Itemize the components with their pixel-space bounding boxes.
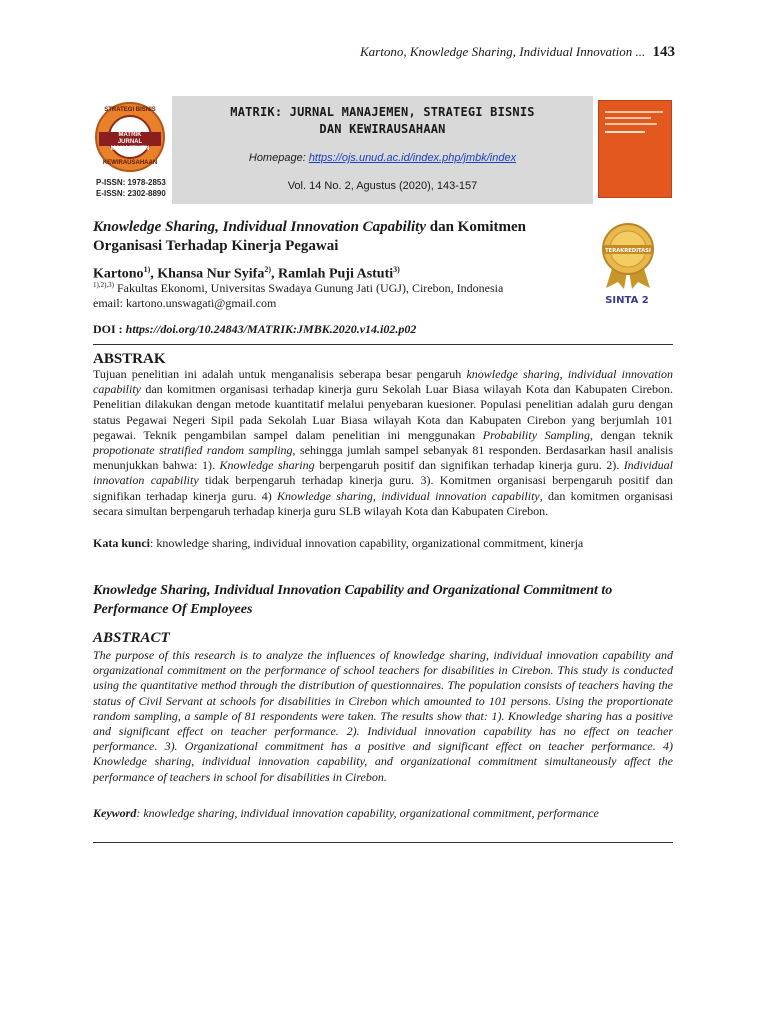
journal-banner bbox=[86, 96, 593, 204]
logo-arc-top: STRATEGI BISNIS bbox=[104, 107, 156, 113]
journal-title-line1: MATRIK: JURNAL MANAJEMEN, STRATEGI BISNIS bbox=[230, 105, 535, 119]
homepage-link[interactable]: https://ojs.unud.ac.id/index.php/jmbk/index bbox=[308, 152, 517, 164]
running-head-text: Kartono, Knowledge Sharing, Individual Innovation ... bbox=[359, 44, 646, 59]
doi-link[interactable]: https://doi.org/10.24843/MATRIK:JMBK.2020.v14.i02.p02 bbox=[125, 322, 417, 336]
author-email: email: kartono.unswagati@gmail.com bbox=[93, 296, 277, 310]
author-name: Khansa Nur Syifa bbox=[157, 266, 265, 282]
journal-volume: Vol. 14 No. 2, Agustus (2020), 143-157 bbox=[287, 180, 478, 192]
keyword-list: : knowledge sharing, individual innovation capability, organizational commitment, performance bbox=[136, 806, 599, 820]
logo-arc-bottom: KEWIRAUSAHAAN bbox=[102, 160, 158, 166]
keyword-label: Kata kunci bbox=[93, 536, 151, 550]
journal-logo bbox=[95, 102, 165, 172]
author-name: Kartono bbox=[93, 266, 144, 282]
journal-homepage bbox=[172, 152, 593, 164]
abstract-heading: ABSTRACT bbox=[93, 630, 170, 646]
journal-cover-image bbox=[598, 100, 672, 198]
article-title-rest: dan Komitmen Organisasi Terhadap Kinerja Pegawai bbox=[93, 219, 527, 254]
p-issn: P-ISSN: 1978-2853 bbox=[96, 178, 166, 187]
author-sup: 2) bbox=[264, 265, 272, 274]
doi-label: DOI : bbox=[93, 322, 126, 336]
logo-band-line2: JURNAL MANAJEMEN bbox=[110, 139, 150, 152]
running-head bbox=[360, 44, 675, 61]
authors: Kartono$^{1)}$, Khansa Nur Syifa$^{2)}$, Ramlah Puji Astuti$^{3)}$ bbox=[93, 265, 400, 282]
sinta-label: SINTA 2 bbox=[605, 295, 649, 306]
author-name: Ramlah Puji Astuti bbox=[278, 266, 394, 282]
abstrak-body: Tujuan penelitian ini adalah untuk menganalisis seberapa besar pengaruh knowledge sharing, individual innovation capability dan komitmen organisasi terhadap kinerja guru Sekolah Luar Biasa wilayah Kota dan Kabupaten Cirebon. Penelitian dilakukan dengan metode kuantitatif melalui penyebaran kuesioner. Populasi penelitian adalah guru dengan status Pegawai Negeri Sipil pada Sekolah Luar Biasa wilayah Kota dan Kabupaten Cirebon yang berjumlah 101 pegawai. Teknik pengambilan sampel dalam penelitian ini menggunakan Probability Sampling, dengan teknik propotionate stratified random sampling, sehingga jumlah sampel sebanyak 81 responden. Berdasarkan hasil analisis menunjukkan bahwa: 1). Knowledge sharing berpengaruh positif dan signifikan terhadap kinerja guru. 2). Individual innovation capability tidak berpengaruh terhadap kinerja guru. 3). Komitmen organisasi berpengaruh positif dan signifikan terhadap kinerja guru. 4) Knowledge sharing, individual innovation capability, dan komitmen organisasi secara simultan berpengaruh terhadap kinerja guru SLB wilayah Kota dan Kabupaten Cirebon. bbox=[93, 367, 674, 518]
abstrak-keywords bbox=[93, 536, 673, 551]
divider-top bbox=[93, 344, 673, 345]
article-title-italic: Knowledge Sharing, Individual Innovation Capability bbox=[93, 219, 426, 235]
author-sup: 3) bbox=[393, 265, 400, 274]
abstract-body: The purpose of this research is to analyze the influences of knowledge sharing, individual innovation capability and organizational commitment on the performance of school teachers for disabilities in Cirebon. This study is conducted using the quantitative method through the distribution of questionnaires. The population consists of teachers having the status of Civil Servant at schools for disabilities in Cirebon which amounted to 101 persons. Using the proportionate random sampling, a sample of 81 respondents were taken. The results show that: 1). Knowledge sharing has a positive and significant effect on teacher performance. 2). Individual innovation capability has no effect on teacher performance. 3). Organizational commitment has a positive and significant effect on teacher performance. 4) Knowledge sharing, individual innovation capability, and organizational commitment simultaneously affect the performance of teachers in school for disabilities in Cirebon. bbox=[93, 648, 673, 784]
english-title: Knowledge Sharing, Individual Innovation Capability and Organizational Commitment to Performance Of Employees bbox=[93, 583, 613, 617]
doi bbox=[93, 322, 416, 337]
e-issn: E-ISSN: 2302-8890 bbox=[96, 189, 166, 198]
article-title bbox=[93, 218, 563, 256]
sinta-medal-icon bbox=[596, 222, 660, 290]
logo-band-line1: MATRIK bbox=[118, 132, 142, 138]
affiliation-sup: 1),2),3) bbox=[93, 281, 114, 289]
homepage-label: Homepage: bbox=[248, 152, 309, 164]
author-sup: 1) bbox=[143, 265, 151, 274]
affiliation bbox=[93, 281, 503, 296]
keyword-list: : knowledge sharing, individual innovation capability, organizational commitment, kinerja bbox=[150, 536, 584, 550]
page-number: 143 bbox=[652, 44, 675, 60]
journal-title-line2: DAN KEWIRAUSAHAAN bbox=[319, 122, 446, 136]
journal-logo-panel bbox=[86, 96, 172, 204]
abstrak-heading: ABSTRAK bbox=[93, 351, 166, 367]
journal-title bbox=[172, 104, 593, 138]
logo-band bbox=[99, 132, 161, 152]
medal-text: TERAKREDITASI bbox=[605, 248, 651, 254]
abstract-keywords bbox=[93, 806, 673, 821]
affiliation-text: Fakultas Ekonomi, Universitas Swadaya Gunung Jati (UGJ), Cirebon, Indonesia bbox=[114, 281, 504, 295]
keyword-label: Keyword bbox=[93, 806, 137, 820]
divider-bottom bbox=[93, 842, 673, 843]
